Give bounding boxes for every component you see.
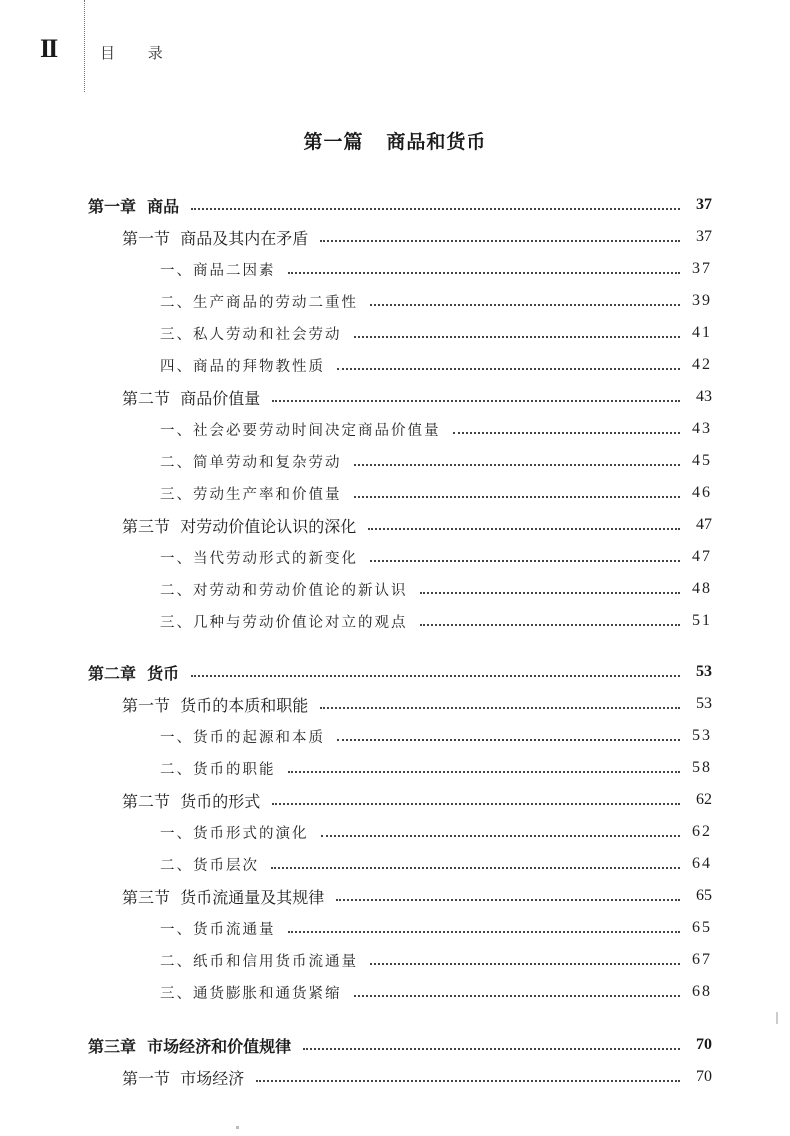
toc-item[interactable] <box>160 257 712 281</box>
toc-item[interactable] <box>160 916 712 940</box>
toc-chapter-1[interactable] <box>88 193 712 217</box>
dot-leader <box>420 591 681 594</box>
page-number-roman: II <box>40 34 57 63</box>
chapter-title: 商品 <box>147 196 180 216</box>
scan-edge-mark <box>776 1012 778 1024</box>
dot-leader <box>354 335 681 338</box>
item-title: 二、对劳动和劳动价值论的新认识 <box>160 582 408 599</box>
toc-chapter-2[interactable] <box>88 660 712 684</box>
dot-leader <box>420 623 681 626</box>
page-number: 41 <box>692 324 712 341</box>
toc-section[interactable] <box>122 225 712 249</box>
section-number: 第二节 <box>122 791 171 811</box>
page-number: 37 <box>692 260 712 277</box>
item-title: 三、劳动生产率和价值量 <box>160 486 342 503</box>
page-number: 68 <box>692 983 712 1000</box>
section-title: 对劳动价值论认识的深化 <box>180 516 357 536</box>
page-number: 48 <box>692 580 712 597</box>
page-number: 46 <box>692 484 712 501</box>
chapter-number: 第一章 <box>88 196 137 216</box>
page-number: 58 <box>692 759 712 776</box>
toc-section[interactable] <box>122 692 712 716</box>
chapter-number: 第二章 <box>88 663 137 683</box>
item-title: 二、简单劳动和复杂劳动 <box>160 454 342 471</box>
page-number: 43 <box>696 388 712 405</box>
toc-item[interactable] <box>160 609 712 633</box>
toc-section[interactable] <box>122 385 712 409</box>
item-title: 一、商品二因素 <box>160 262 276 279</box>
toc-item[interactable] <box>160 449 712 473</box>
item-title: 二、纸币和信用货币流通量 <box>160 953 358 970</box>
page-number: 51 <box>692 612 712 629</box>
page-number: 65 <box>692 919 712 936</box>
dot-leader <box>303 1047 680 1050</box>
page-number: 37 <box>696 196 712 213</box>
section-title: 货币流通量及其规律 <box>180 887 325 907</box>
page-number: 70 <box>696 1068 712 1085</box>
dot-leader <box>368 527 680 530</box>
dot-leader <box>336 898 680 901</box>
section-number: 第三节 <box>122 887 171 907</box>
section-title: 商品及其内在矛盾 <box>180 228 309 248</box>
section-number: 第二节 <box>122 388 171 408</box>
dot-leader <box>354 463 681 466</box>
item-title: 二、货币层次 <box>160 857 259 874</box>
part-number: 第一篇 <box>303 131 364 153</box>
item-title: 一、社会必要劳动时间决定商品价值量 <box>160 422 441 439</box>
toc-item[interactable] <box>160 577 712 601</box>
dot-leader <box>370 303 680 306</box>
chapter-number: 第三章 <box>88 1036 137 1056</box>
item-title: 一、货币的起源和本质 <box>160 729 325 746</box>
dot-leader <box>354 994 681 997</box>
toc-section[interactable] <box>122 513 712 537</box>
dot-leader <box>370 962 680 965</box>
dot-leader <box>320 706 680 709</box>
page-number: 62 <box>692 823 712 840</box>
toc-item[interactable] <box>160 724 712 748</box>
page-number: 37 <box>696 228 712 245</box>
page-number: 42 <box>692 356 712 373</box>
toc-item[interactable] <box>160 321 712 345</box>
page-number: 64 <box>692 855 712 872</box>
part-name: 商品和货币 <box>386 131 487 153</box>
section-number: 第一节 <box>122 1068 171 1088</box>
toc-item[interactable] <box>160 481 712 505</box>
page-number: 47 <box>692 548 712 565</box>
item-title: 三、通货膨胀和通货紧缩 <box>160 985 342 1002</box>
toc-item[interactable] <box>160 545 712 569</box>
dot-leader <box>271 866 680 869</box>
toc-item[interactable] <box>160 820 712 844</box>
toc-item[interactable] <box>160 948 712 972</box>
dot-leader <box>354 495 681 498</box>
toc-section[interactable] <box>122 788 712 812</box>
page-number: 43 <box>692 420 712 437</box>
page-number: 53 <box>696 695 712 712</box>
toc-section[interactable] <box>122 884 712 908</box>
page-number: 39 <box>692 292 712 309</box>
item-title: 三、私人劳动和社会劳动 <box>160 326 342 343</box>
item-title: 一、当代劳动形式的新变化 <box>160 550 358 567</box>
dot-leader <box>337 367 680 370</box>
page-number: 62 <box>696 791 712 808</box>
toc-item[interactable] <box>160 756 712 780</box>
page-number: 53 <box>692 727 712 744</box>
scan-speck <box>236 1126 239 1129</box>
dot-leader <box>191 674 680 677</box>
dot-leader <box>191 207 680 210</box>
toc-item[interactable] <box>160 980 712 1004</box>
page-number: 47 <box>696 516 712 533</box>
dot-leader <box>288 770 681 773</box>
page-number: 45 <box>692 452 712 469</box>
section-title: 货币的形式 <box>180 791 261 811</box>
toc-item[interactable] <box>160 353 712 377</box>
dot-leader <box>272 802 680 805</box>
dot-leader <box>321 834 681 837</box>
item-title: 二、货币的职能 <box>160 761 276 778</box>
dot-leader <box>337 738 680 741</box>
running-header-title: 目 录 <box>100 44 177 62</box>
toc-item[interactable] <box>160 852 712 876</box>
dot-leader <box>256 1079 680 1082</box>
dot-leader <box>453 431 681 434</box>
dot-leader <box>272 399 680 402</box>
page-number: 65 <box>696 887 712 904</box>
toc-section[interactable] <box>122 1065 712 1089</box>
section-title: 市场经济 <box>180 1068 245 1088</box>
dot-leader <box>288 930 681 933</box>
toc-chapter-3[interactable] <box>88 1033 712 1057</box>
item-title: 四、商品的拜物教性质 <box>160 358 325 375</box>
item-title: 一、货币流通量 <box>160 921 276 938</box>
section-title: 货币的本质和职能 <box>180 695 309 715</box>
page-number: 70 <box>696 1036 712 1053</box>
item-title: 二、生产商品的劳动二重性 <box>160 294 358 311</box>
section-number: 第一节 <box>122 695 171 715</box>
toc-item[interactable] <box>160 289 712 313</box>
chapter-title: 市场经济和价值规律 <box>147 1036 292 1056</box>
section-title: 商品价值量 <box>180 388 261 408</box>
section-number: 第一节 <box>122 228 171 248</box>
page-number: 67 <box>692 951 712 968</box>
toc-item[interactable] <box>160 417 712 441</box>
item-title: 三、几种与劳动价值论对立的观点 <box>160 614 408 631</box>
dot-leader <box>320 239 680 242</box>
item-title: 一、货币形式的演化 <box>160 825 309 842</box>
page-number: 53 <box>696 663 712 680</box>
dot-leader <box>370 559 680 562</box>
section-number: 第三节 <box>122 516 171 536</box>
dot-leader <box>288 271 681 274</box>
chapter-title: 货币 <box>147 663 180 683</box>
